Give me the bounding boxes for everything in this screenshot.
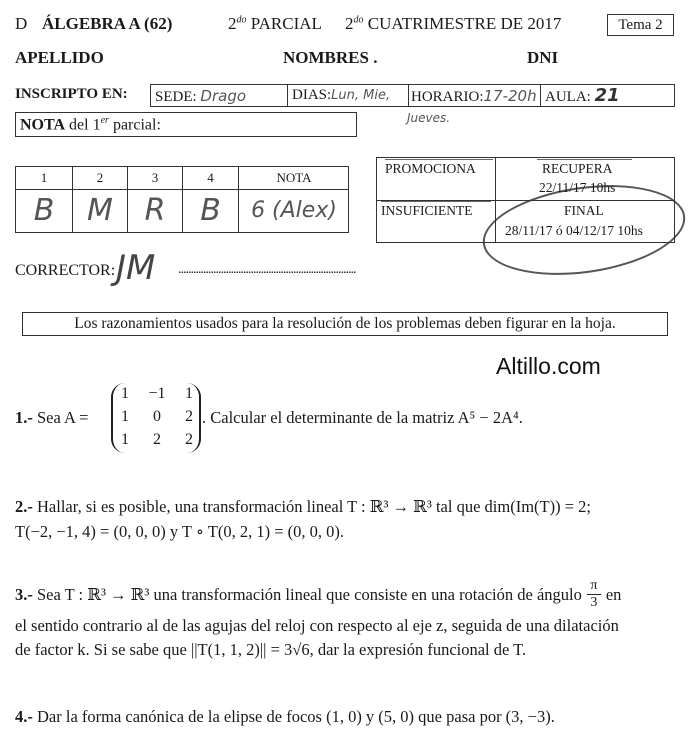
grade-header: NOTA: [276, 170, 312, 185]
inscripto-label: INSCRIPTO EN:: [15, 86, 128, 102]
problem-3-line-1-text: 3.- Sea T : ℝ³ → ℝ³ una transformación lineal que consiste en una rotación de ángulo: [15, 584, 582, 604]
tema-letter: D: [15, 14, 28, 33]
apellido-label: APELLIDO: [15, 48, 104, 67]
problem-2-line-1: 2.- Hallar, si es posible, una transformación lineal T : ℝ³ → ℝ³ tal que dim(Im(T)) = 2;: [15, 497, 591, 516]
nota-primer-parcial-box: NOTA del 1er parcial:: [15, 112, 357, 137]
corrector-label: CORRECTOR:: [15, 262, 116, 279]
strike-mark: [537, 159, 632, 160]
grade-nota-value: 6 (Alex): [251, 198, 337, 223]
grade-header: 1: [16, 167, 73, 189]
problem-3-line-1: [15, 578, 621, 611]
nombres-label: NOMBRES .: [283, 48, 378, 67]
result-table: [376, 157, 675, 243]
grade-header: 2: [73, 167, 128, 189]
problem-3-line-1-end: en: [605, 584, 622, 604]
horario-cell: HORARIO:17-20h: [409, 85, 541, 106]
matrix-a: 1 −1 1 1 0 2 1 2 2: [111, 383, 201, 453]
parcial-label: $2^{do}$ PARCIAL: [228, 14, 322, 33]
corrector-signature: JM: [116, 248, 156, 288]
strike-mark: [381, 201, 491, 202]
final-date: 28/11/17 ó 04/12/17 10hs: [505, 223, 643, 238]
tema-box: Tema 2: [607, 14, 674, 36]
final-label: FINAL: [564, 203, 604, 218]
problem-2-line-2: T(−2, −1, 4) = (0, 0, 0) y T ∘ T(0, 2, 1) = (0, 0, 0).: [15, 522, 344, 541]
promociona-label: PROMOCIONA: [385, 161, 476, 176]
inscripto-box: [150, 84, 675, 107]
dias-continued: Jueves.: [407, 111, 451, 125]
aula-cell: AULA: 21: [545, 85, 620, 106]
grades-header-row: [16, 167, 348, 190]
insuficiente-label: INSUFICIENTE: [381, 203, 473, 218]
dni-label: DNI: [527, 48, 559, 67]
grades-table: [15, 166, 349, 233]
problem-3-line-2: el sentido contrario al de las agujas del reloj con respecto al eje z, seguida de una dilatación: [15, 616, 619, 635]
watermark: Altillo.com: [496, 353, 601, 379]
grade-value: R: [128, 189, 183, 233]
recupera-label: RECUPERA: [542, 161, 613, 176]
corrector-dots: .......................................................................: [178, 262, 356, 277]
problem-1-text: . Calcular el determinante de la matriz A⁵ − 2A⁴.: [202, 408, 523, 427]
dias-cell: DIAS:Lun, Mie,: [288, 85, 409, 106]
cuatrimestre-label: $2^{do}$ CUATRIMESTRE DE 2017: [345, 14, 562, 33]
grades-value-row: [16, 189, 348, 233]
grade-header: 3: [128, 167, 183, 189]
course-title: ÁLGEBRA A (62): [42, 14, 173, 33]
fraction-pi-over-3: π 3: [587, 578, 601, 611]
grade-header: 4: [183, 167, 239, 189]
problem-1-intro: 1.- Sea A =: [15, 408, 89, 427]
sede-cell: SEDE: Drago: [151, 85, 288, 106]
recupera-date: 22/11/17 10hs: [539, 180, 616, 195]
grade-value: B: [16, 189, 73, 233]
grade-value: B: [183, 189, 239, 233]
problem-3-line-3: de factor k. Si se sabe que ||T(1, 1, 2)|| = 3√6, dar la expresión funcional de T.: [15, 640, 527, 659]
grade-value: M: [73, 189, 128, 233]
notice-box: Los razonamientos usados para la resolución de los problemas deben figurar en la hoja.: [22, 312, 668, 336]
problem-4: 4.- Dar la forma canónica de la elipse de focos (1, 0) y (5, 0) que pasa por (3, −3).: [15, 707, 555, 726]
strike-mark: [385, 159, 493, 160]
